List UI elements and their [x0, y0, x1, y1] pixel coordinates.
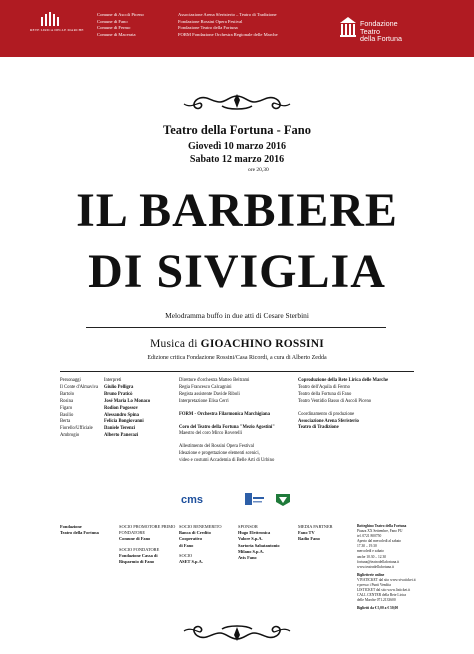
footer-line: MEDIA PARTNER [298, 524, 333, 529]
performers-list [104, 378, 150, 440]
header-line: Associazione Arena Sferisterio – Teatro di Tradizione [178, 12, 277, 17]
sponsor-logo-1 [245, 491, 265, 512]
performer: Bruno Praticò [104, 391, 133, 397]
footer-soci [179, 524, 222, 565]
credit-line: Allestimento del Rossini Opera Festival [179, 444, 254, 450]
role: Il Conte d'Almaviva [60, 384, 99, 390]
footer-line: Aperto dal mercoledì al sabato [357, 539, 402, 544]
performer: Giulio Pelligra [104, 384, 134, 390]
credit-line: video e costumi Accademia di Belle Arti di Urbino [179, 458, 275, 464]
footer-line: Radio Fano [298, 536, 320, 542]
footer-line: Fano TV [298, 530, 315, 536]
title-line-1: IL BARBIERE [76, 184, 398, 237]
performer: Daniele Terenzi [104, 426, 136, 432]
musica-prefix: Musica di [150, 338, 198, 350]
footer-line: Fondazione [60, 524, 82, 529]
footer-line: Banca di Credito [179, 530, 211, 536]
role: Fiorello/Ufficiale [60, 426, 93, 432]
credit-line: FORM - Orchestra Filarmonica Marchigiana [179, 411, 270, 417]
header-line: Fondazione Teatro della Fortuna [178, 25, 238, 31]
footer-line: Teatro della Fortuna [60, 530, 99, 536]
footer-line: Botteghino Teatro della Fortuna [357, 524, 407, 528]
venue: Teatro della Fortuna - Fano [163, 123, 311, 137]
footer-line: Piazza XX Settembre, Fano PU [357, 529, 403, 534]
coproduction-line: Teatro dell'Aquila di Fermo [298, 384, 350, 390]
footer-line: ASET S.p.A. [179, 559, 203, 565]
fondazione-teatro-text [360, 20, 402, 43]
characters-list [60, 378, 98, 440]
footer-line: Sartoria Sabatantonio [238, 542, 280, 548]
date-2: Sabato 12 marzo 2016 [189, 154, 285, 165]
characters-label: Personaggi [60, 378, 81, 383]
header-line: Fondazione Rossini Opera Festival [178, 18, 243, 24]
footer-line: fortuna@teatrodellafortuna.it [357, 559, 400, 564]
credit-line: Regista assistente Davide Riboli [179, 391, 240, 397]
footer-line: 17.30 – 19.30 [357, 544, 377, 549]
role: Bartolo [60, 391, 75, 397]
coproduction-line: Coproduzione della Rete Lirica delle Marche [298, 378, 389, 383]
footer-box-office [357, 524, 416, 612]
fondazione-teatro-logo [340, 17, 402, 44]
cms-logo-text: cms [181, 494, 204, 506]
footer-sponsor [238, 524, 280, 561]
footer-line: SOCIO BENEMERITO [179, 524, 222, 529]
role: Ambrogio [60, 433, 80, 439]
production-credits [179, 378, 275, 465]
logo-line: della Fortuna [360, 34, 402, 44]
footer-line: anche 10.30 – 12.30 [357, 554, 387, 559]
footer-line: Hugo Elettronica [238, 530, 271, 536]
header-line: Comune di Ascoli Piceno [97, 12, 144, 17]
subtitle: Melodramma buffo in due atti di Cesare Sterbini [165, 311, 309, 320]
footer-line: www.teatrodellafortuna.it [357, 564, 394, 569]
header-line: FORM Fondazione Orchestra Regionale delle Marche [178, 31, 278, 37]
divider-lower [60, 371, 414, 372]
credit-line: Interpretazione Elisa Cerri [179, 398, 229, 404]
footer-line: SOCIO PROMOTORE PRIMO [119, 524, 176, 529]
role: Figaro [60, 405, 73, 411]
footer-line: Comune di Fano [119, 536, 151, 542]
logo-line: Fondazione [360, 19, 398, 28]
footer-line: tel. 0721 800750 [357, 534, 382, 539]
date-1: Giovedì 10 marzo 2016 [187, 141, 287, 152]
footer-line: mercoledì e sabato [357, 549, 384, 554]
footer-line: delle Marche 071.2133600 [357, 598, 396, 603]
rete-lirica-logo [30, 11, 84, 32]
credit-line: Ideazione e progettazione elementi scenici, [179, 451, 260, 457]
footer-line: e presso i Punti Vendita [357, 583, 391, 588]
cms-logo [180, 492, 210, 511]
footer-line: di Fano [179, 542, 194, 548]
footer-soci-fondatori [119, 524, 175, 565]
header-line: Comune di Fermo [97, 25, 131, 31]
coproduction-line: Teatro Ventidio Basso di Ascoli Piceno [298, 398, 372, 404]
header-institutions [178, 12, 278, 38]
bottom-ornament-icon [182, 621, 292, 643]
credit-line: Coro del Teatro della Fortuna "Mezio Agostini" [179, 424, 275, 430]
theatre-building-icon [340, 17, 356, 37]
role: Berta [60, 419, 71, 425]
title-line-2: DI SIVIGLIA [88, 245, 386, 298]
coproduction-block [298, 378, 388, 432]
performer: Felicia Bongiovanni [104, 419, 144, 425]
composer-line [0, 338, 474, 350]
header-line: Comune di Macerata [97, 31, 136, 37]
credit-line: Direttore d'orchestra Matteo Beltrami [179, 378, 250, 383]
footer-line: Biglietti da € 5,00 a € 50,00 [357, 606, 399, 611]
coproduction-line: Coordinamento di produzione [298, 411, 355, 417]
header-band [0, 0, 474, 57]
footer-line: SOCIO FONDATORE [119, 546, 160, 552]
coproduction-line: Associazione Arena Sferisterio [298, 418, 359, 424]
performance-time: ore 20,30 [248, 167, 269, 173]
performer: Alberto Panerazi [104, 433, 139, 439]
footer-line: Valore S.p.A. [238, 536, 263, 542]
footer-line: LISTICKET dal sito www.listicket.it [357, 588, 411, 593]
composer-name: GIOACHINO ROSSINI [200, 338, 324, 350]
footer-line: Risparmio di Fano [119, 559, 155, 565]
footer-line: CALL CENTER della Rete Lirica [357, 593, 406, 598]
divider-upper [86, 327, 386, 328]
coproduction-line: Teatro di Tradizione [298, 425, 339, 431]
credit-line: Maestro del coro Mirco Roverelli [179, 431, 243, 437]
role: Basilio [60, 412, 74, 418]
footer-line: SOCIO [179, 552, 193, 558]
credit-line: Regia Francesco Calcagnini [179, 384, 232, 390]
header-municipalities [97, 12, 144, 38]
footer-line: Biglietterie online [357, 572, 385, 577]
footer-line: Milano S.p.A. [238, 548, 264, 554]
logo-line: Teatro [360, 26, 380, 36]
footer-line: Avis Fano [238, 555, 257, 561]
performer: Alessandro Spina [104, 412, 139, 418]
performers-label: Interpreti [104, 378, 122, 383]
top-ornament-icon [182, 92, 292, 114]
rete-lirica-caption: RETE LIRICA DELLE MARCHE [30, 28, 84, 32]
performer: José Maria Lo Monaco [104, 398, 151, 404]
footer-line: Cooperativo [179, 536, 203, 542]
footer-line: FONDATORE [119, 530, 146, 536]
footer-line: Fondazione Cassa di [119, 552, 158, 558]
footer-fondazione [60, 524, 99, 536]
sponsor-logo-2 [275, 493, 291, 512]
critical-edition: Edizione critica Fondazione Rossini/Casa Ricordi, a cura di Alberto Zedda [147, 355, 327, 361]
organ-pipes-icon [40, 11, 62, 27]
role: Rosina [60, 398, 74, 404]
footer-line: VIVATICKET dal sito www.vivaticket.it [357, 577, 416, 582]
performer: Rodion Pogossov [104, 405, 138, 411]
header-line: Comune di Fano [97, 18, 128, 24]
coproduction-line: Teatro della Fortuna di Fano [298, 391, 352, 397]
footer-media [298, 524, 333, 543]
footer-line: SPONSOR [238, 524, 258, 529]
